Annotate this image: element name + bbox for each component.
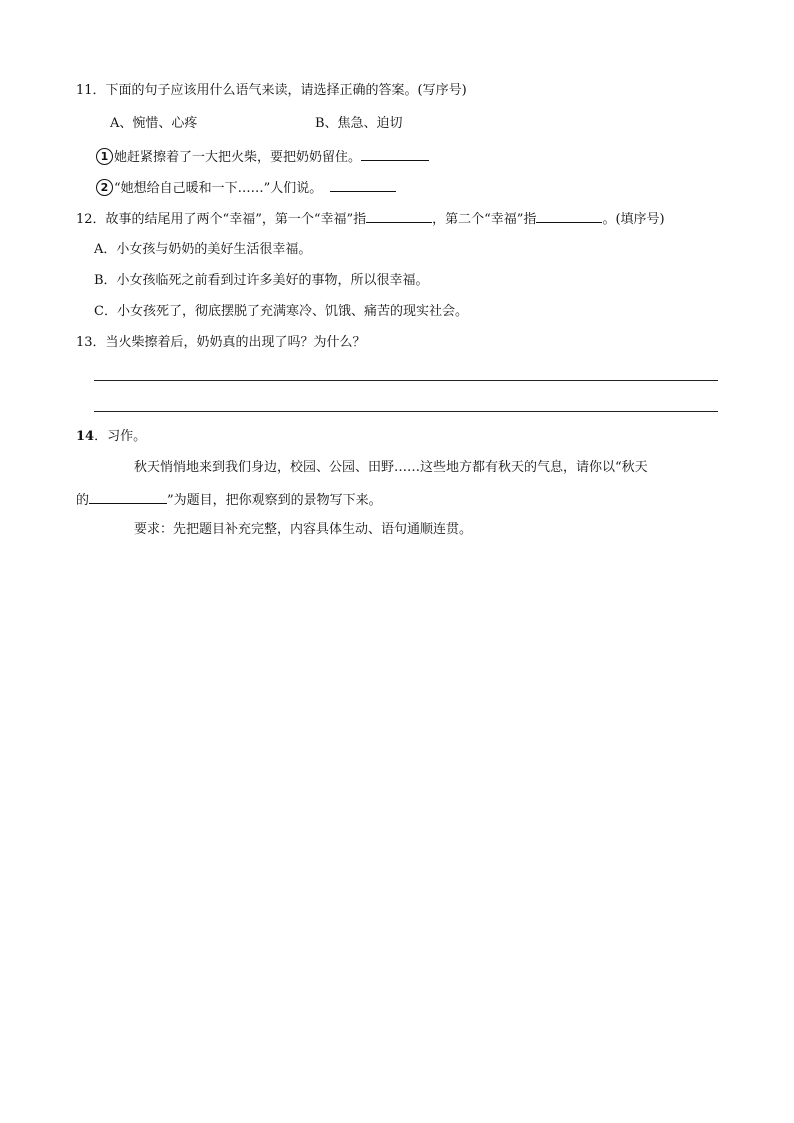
circled-number-2-icon: 2 bbox=[96, 179, 113, 196]
q12-prompt-part3: 。(填序号) bbox=[602, 212, 665, 227]
q11-prompt: 11．下面的句子应该用什么语气来读，请选择正确的答案。(写序号) bbox=[76, 83, 467, 98]
q14-requirement: 要求：先把题目补充完整，内容具体生动、语句通顺连贯。 bbox=[134, 522, 473, 537]
q12-prompt-part1: 12．故事的结尾用了两个“幸福”，第一个“幸福”指 bbox=[76, 212, 367, 227]
q12-option-a: A．小女孩与奶奶的美好生活很幸福。 bbox=[94, 242, 312, 257]
circled-number-1-icon: 1 bbox=[96, 148, 113, 165]
q12-option-b: B．小女孩临死之前看到过许多美好的事物，所以很幸福。 bbox=[94, 273, 429, 288]
q12-option-c: C．小女孩死了，彻底摆脱了充满寒冷、饥饿、痛苦的现实社会。 bbox=[94, 304, 468, 319]
q14-body-line-2-part1: 的 bbox=[76, 493, 90, 508]
q12-first-blank[interactable] bbox=[366, 209, 432, 223]
q14-number: 14 bbox=[76, 429, 95, 444]
q13-answer-line-2[interactable] bbox=[94, 411, 718, 412]
q14-body-line-2-part2: ”为题目，把你观察到的景物写下来。 bbox=[167, 493, 382, 508]
q11-option-a: A、惋惜、心疼 bbox=[110, 116, 198, 131]
q11-item-2-text: “她想给自己暖和一下……”人们说。 bbox=[114, 181, 323, 196]
q11-item-2 bbox=[96, 178, 396, 198]
q14-title-blank[interactable] bbox=[89, 490, 167, 504]
q12-prompt bbox=[76, 209, 665, 229]
q12-prompt-part2: ，第二个“幸福”指 bbox=[432, 212, 537, 227]
q11-item-1 bbox=[96, 147, 429, 167]
q14-body-line-1: 秋天悄悄地来到我们身边，校园、公园、田野……这些地方都有秋天的气息，请你以“秋天 bbox=[134, 460, 648, 475]
q12-second-blank[interactable] bbox=[536, 209, 602, 223]
q11-item-1-text: 她赶紧擦着了一大把火柴，要把奶奶留住。 bbox=[114, 150, 362, 165]
q11-item-2-answer-blank[interactable] bbox=[330, 178, 396, 192]
q14-prompt-text: ．习作。 bbox=[94, 429, 147, 444]
q14-prompt bbox=[76, 428, 146, 446]
q13-prompt: 13．当火柴擦着后，奶奶真的出现了吗？为什么？ bbox=[76, 335, 366, 350]
q13-answer-line-1[interactable] bbox=[94, 380, 718, 381]
q14-body-line-2 bbox=[76, 490, 382, 510]
q11-item-1-answer-blank[interactable] bbox=[361, 147, 429, 161]
q11-option-b: B、焦急、迫切 bbox=[315, 116, 403, 131]
